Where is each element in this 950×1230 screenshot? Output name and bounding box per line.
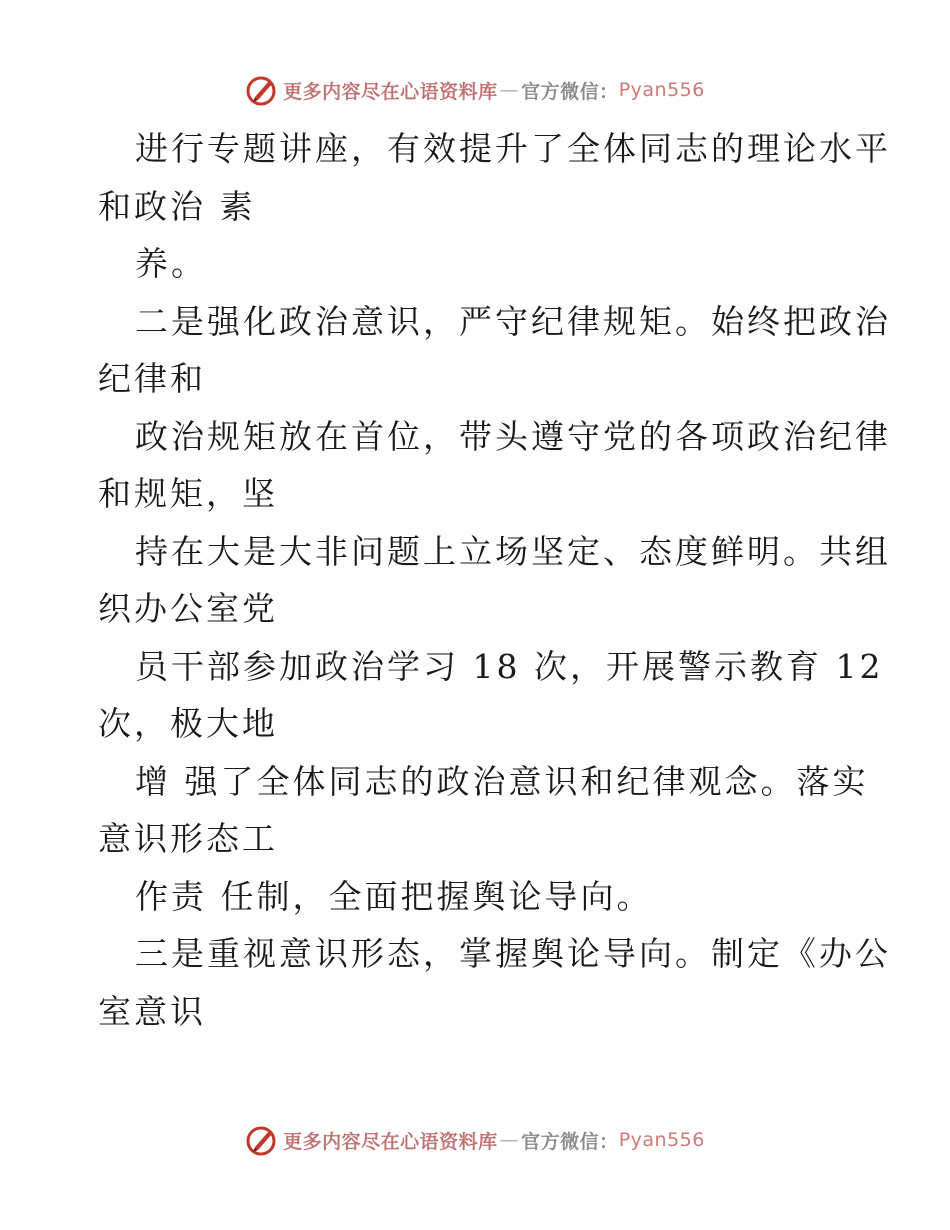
text-line: 和政治 素 — [98, 186, 256, 226]
text-line: 意识形态工 — [98, 819, 278, 858]
header-dash: — — [499, 79, 520, 101]
text-line: 增 强了全体同志的政治意识和纪律观念。落实 — [135, 761, 869, 801]
text-line: 织办公室党 — [98, 589, 278, 628]
text-line: 作责 任制，全面把握舆论导向。 — [135, 876, 653, 916]
header-wechat-id: Pyan556 — [618, 79, 705, 101]
footer-banner — [0, 1120, 950, 1160]
pen-logo-icon — [245, 73, 279, 107]
text-line: 政治规矩放在首位，带头遵守党的各项政治纪律 — [135, 416, 891, 456]
text-line: 持在大是大非问题上立场坚定、态度鲜明。共组 — [135, 531, 891, 571]
text-line: 员干部参加政治学习 18 次，开展警示教育 12 — [135, 646, 884, 686]
header-site-text: 更多内容尽在心语资料库 — [283, 80, 498, 103]
footer-wechat-id: Pyan556 — [618, 1129, 705, 1151]
header-banner — [0, 70, 950, 110]
text-line: 三是重视意识形态，掌握舆论导向。制定《办公 — [135, 934, 891, 973]
text-line: 室意识 — [98, 991, 206, 1031]
footer-wechat-label: 官方微信： — [521, 1130, 619, 1153]
document-body — [98, 120, 891, 1040]
text-line: 和规矩，坚 — [98, 474, 278, 513]
text-line: 次，极大地 — [98, 704, 278, 743]
header-wechat-label: 官方微信： — [521, 80, 619, 103]
pen-logo-icon — [245, 1123, 279, 1157]
text-line: 二是强化政治意识，严守纪律规矩。始终把政治 — [135, 301, 891, 341]
text-line: 养。 — [135, 244, 207, 283]
footer-dash: — — [499, 1129, 520, 1151]
text-line: 进行专题讲座，有效提升了全体同志的理论水平 — [135, 129, 891, 168]
text-line: 纪律和 — [98, 359, 206, 398]
footer-site-text: 更多内容尽在心语资料库 — [283, 1130, 498, 1153]
